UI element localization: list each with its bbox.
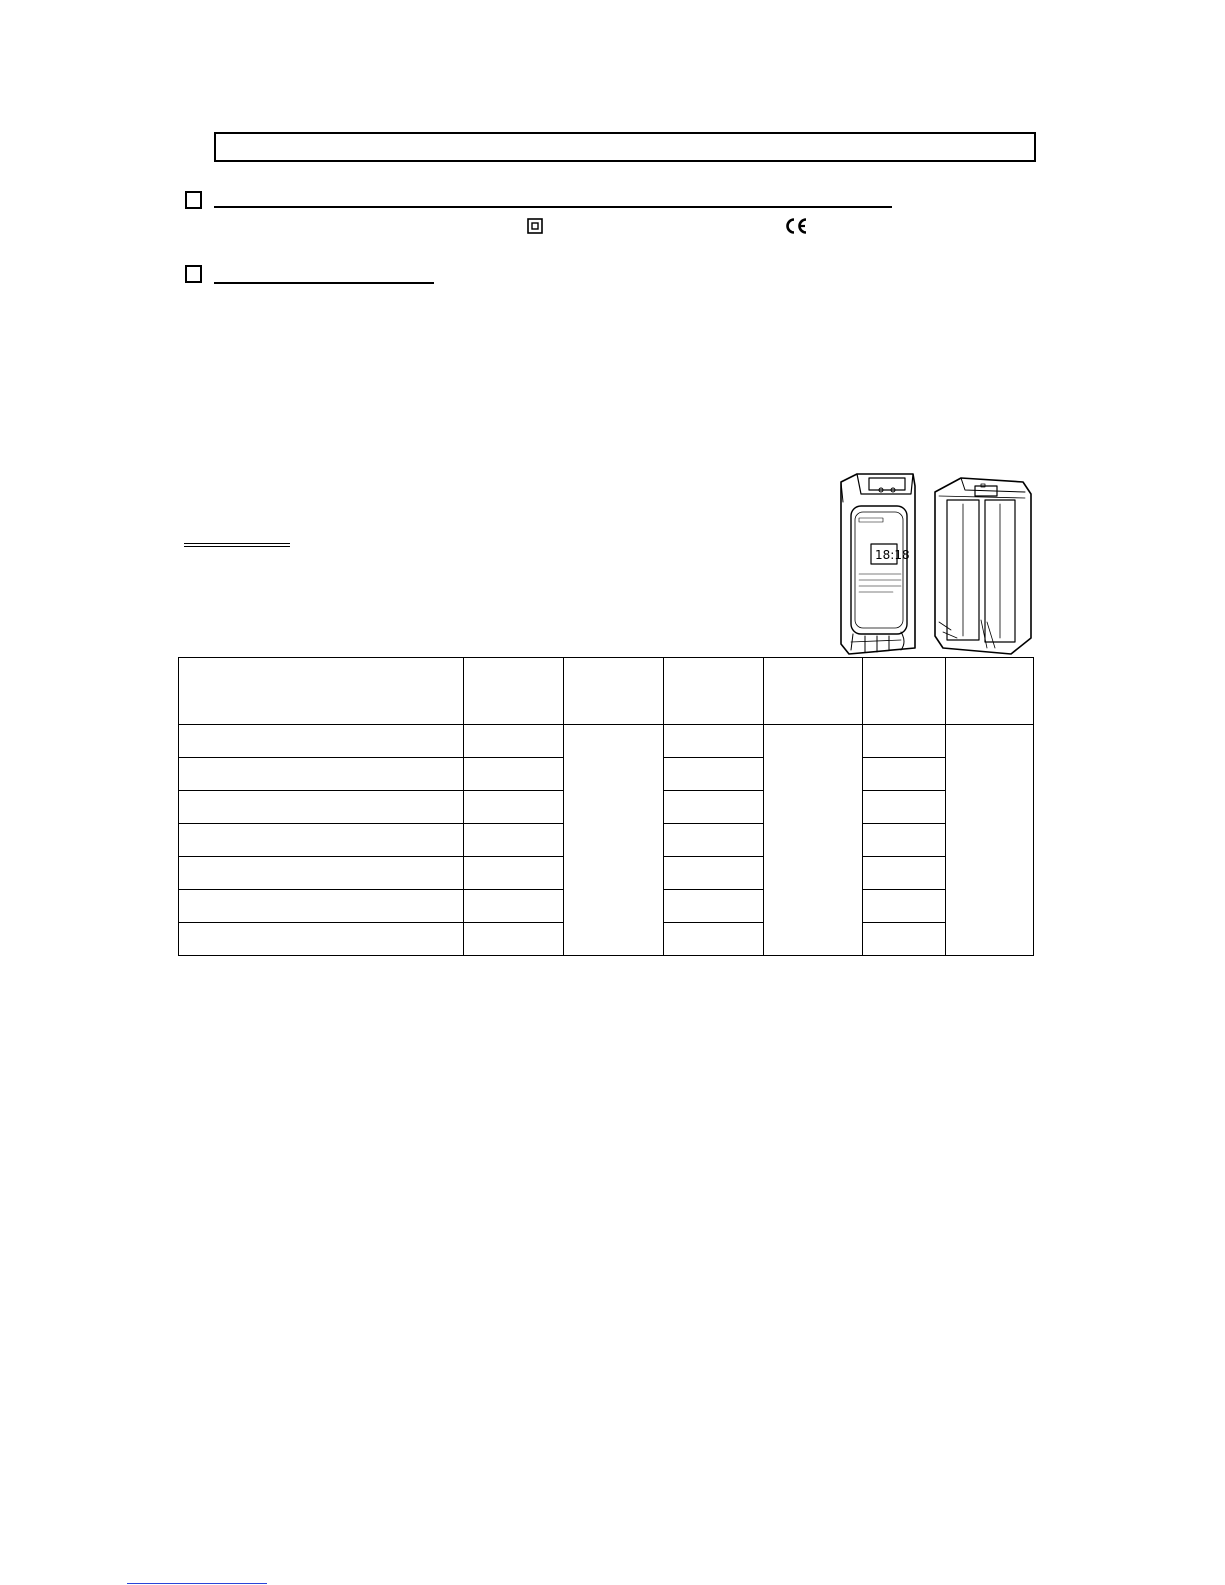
drawing-display-time: 18:18 [875, 548, 910, 562]
table-cell [664, 890, 764, 923]
table-cell [464, 725, 564, 758]
product-drawing [835, 472, 1043, 660]
table-cell [863, 923, 946, 956]
ce-mark-icon [783, 217, 809, 235]
table-cell [179, 824, 464, 857]
table-header-cell [764, 658, 863, 725]
intro-label-underline-1 [184, 543, 290, 544]
table-cell [179, 758, 464, 791]
table-merged-cell [764, 725, 863, 956]
table-header-cell [179, 658, 464, 725]
section-checkbox-1 [185, 191, 202, 209]
table-header-cell [664, 658, 764, 725]
table-merged-cell [946, 725, 1034, 956]
table-header-cell [464, 658, 564, 725]
table-row [179, 725, 1034, 758]
table-cell [664, 791, 764, 824]
table-cell [464, 890, 564, 923]
table-cell [179, 725, 464, 758]
document-title-box [214, 132, 1036, 162]
table-cell [464, 923, 564, 956]
table-cell [179, 791, 464, 824]
section-2-heading-rule [214, 282, 434, 284]
table-cell [179, 857, 464, 890]
table-header-cell [564, 658, 664, 725]
table-cell [464, 758, 564, 791]
table-cell [863, 791, 946, 824]
table-cell [863, 824, 946, 857]
table-cell [664, 857, 764, 890]
table-cell [863, 890, 946, 923]
table-cell [464, 824, 564, 857]
table-cell [664, 758, 764, 791]
table-cell [179, 923, 464, 956]
double-insulation-icon [527, 218, 543, 234]
table-header-cell [863, 658, 946, 725]
table-header-row [179, 658, 1034, 725]
section-1-heading-rule [214, 206, 892, 208]
table-cell [464, 857, 564, 890]
table-cell [179, 890, 464, 923]
table-cell [664, 824, 764, 857]
table-cell [863, 857, 946, 890]
intro-label-underline-2 [184, 546, 290, 547]
table-cell [863, 758, 946, 791]
table-merged-cell [564, 725, 664, 956]
section-checkbox-2 [185, 265, 202, 283]
table-cell [664, 923, 764, 956]
table-cell [464, 791, 564, 824]
table-cell [863, 725, 946, 758]
footer-link[interactable] [127, 1583, 267, 1584]
table-header-cell [946, 658, 1034, 725]
table-cell [664, 725, 764, 758]
spec-table [178, 657, 1034, 956]
